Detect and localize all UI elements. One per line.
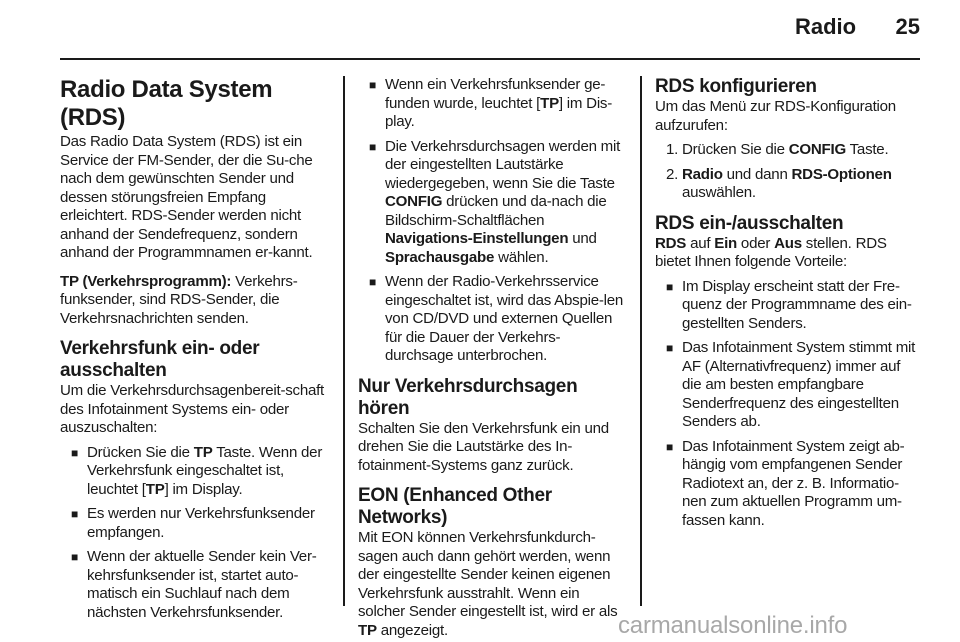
page-number: 25	[895, 14, 920, 39]
bullet-icon: ■	[369, 275, 376, 289]
bullet-icon: ■	[71, 550, 78, 564]
header-rule	[60, 58, 920, 60]
heading-rds-konfigurieren: RDS konfigurieren	[655, 76, 817, 97]
numbered-step: 2. Radio und dann RDS-Optionen auswählen.	[666, 165, 892, 201]
list-item: ■ Das Infotainment System stimmt mit AF (Alternativfrequenz) immer auf die am besten empfangbare Senderfrequenz des eingestellten Senders ab.	[666, 339, 916, 430]
list-item: ■ Wenn der aktuelle Sender kein Ver-kehrsfunksender ist, startet auto-matisch ein Suchlauf nach dem nächsten Verkehrsfunksender.	[71, 548, 317, 621]
heading-rds: Radio Data System (RDS)	[60, 76, 273, 131]
bullet-icon: ■	[666, 279, 673, 294]
heading-rds-ein-aus: RDS ein-/ausschalten	[655, 212, 844, 234]
bullet-icon: ■	[666, 439, 673, 454]
column-divider-2	[640, 76, 642, 606]
running-header-title: Radio	[795, 14, 857, 39]
paragraph-nur-verkehrsdurchsagen: Schalten Sie den Verkehrsfunk ein und drehen Sie die Lautstärke des In-fotainment-Systems ganz zurück.	[358, 419, 609, 474]
watermark: carmanualsonline.info	[618, 612, 848, 639]
list-item: ■ Das Infotainment System zeigt ab-hängig vom empfangenen Sender Radiotext an, der z. B. Informatio-nen zum aktuellen Programm um-fassen kann.	[666, 437, 905, 529]
paragraph-verkehrsfunk: Um die Verkehrsdurchsagenbereit-schaft des Infotainment Systems ein- oder auszuschalten:	[60, 382, 325, 436]
column-3	[655, 76, 923, 530]
paragraph-rds-ein-aus: RDS auf Ein oder Aus stellen. RDS bietet Ihnen folgende Vorteile:	[655, 234, 887, 270]
step-number: 2.	[666, 165, 679, 183]
column-divider-1	[343, 76, 345, 606]
list-item: ■ Die Verkehrsdurchsagen werden mit der eingestellten Lautstärke wiedergegeben, wenn Sie die Taste CONFIG drücken und da-nach die Bildschirm-Schaltflächen Navigations-Einstellungen und Sprachausgabe wählen.	[369, 137, 621, 266]
bullet-icon: ■	[369, 139, 376, 154]
step-number: 1.	[666, 141, 679, 158]
column-2	[358, 76, 626, 640]
list-item: ■ Wenn der Radio-Verkehrsservice eingeschaltet ist, wird das Abspie-len von CD/DVD und externen Quellen für die Dauer der Verkehrs-durchsage unterbrochen.	[369, 273, 624, 364]
heading-eon: EON (Enhanced Other Networks)	[358, 485, 552, 528]
heading-verkehrsfunk: Verkehrsfunk ein- oder ausschalten	[60, 338, 260, 381]
bullet-icon: ■	[71, 507, 78, 521]
paragraph-eon: Mit EON können Verkehrsfunkdurch-sagen auch dann gehört werden, wenn der eingestellte Sender keinen eigenen Verkehrsfunk ausstrahlt. Wenn ein solcher Sender eingestellt ist, wird er als TP angezeigt.	[358, 529, 618, 639]
paragraph-rds-intro: Das Radio Data System (RDS) ist ein Service der FM-Sender, der die Su-che nach dem gewünschten Sender und dessen störungsfreien Empfang erleichtert. RDS-Sender werden nicht anhand der Sendefrequenz, sondern anhand der Programmnamen er-kannt.	[60, 133, 313, 261]
heading-nur-verkehrsdurchsagen: Nur Verkehrsdurchsagen hören	[358, 375, 578, 419]
numbered-step: 1. Drücken Sie die CONFIG Taste.	[666, 141, 889, 158]
paragraph-tp-definition: TP (Verkehrsprogramm): Verkehrs-funksender, sind RDS-Sender, die Verkehrsnachrichten senden.	[60, 272, 298, 327]
list-item: ■ Wenn ein Verkehrsfunksender ge-funden wurde, leuchtet [TP] im Dis-play.	[369, 76, 612, 130]
paragraph-rds-konfigurieren: Um das Menü zur RDS-Konfiguration aufzurufen:	[655, 98, 896, 134]
term-tp: TP (Verkehrsprogramm):	[60, 272, 232, 290]
list-item: ■ Drücken Sie die TP Taste. Wenn der Verkehrsfunk eingeschaltet ist, leuchtet [TP] im Display.	[71, 443, 323, 498]
bullet-icon: ■	[666, 341, 673, 355]
bullet-icon: ■	[369, 78, 376, 92]
bullet-icon: ■	[71, 445, 78, 460]
column-1	[60, 76, 328, 622]
list-item: ■ Es werden nur Verkehrsfunksender empfangen.	[71, 505, 315, 541]
list-item: ■ Im Display erscheint statt der Fre-quenz der Programmname des ein-gestellten Senders.	[666, 277, 912, 332]
